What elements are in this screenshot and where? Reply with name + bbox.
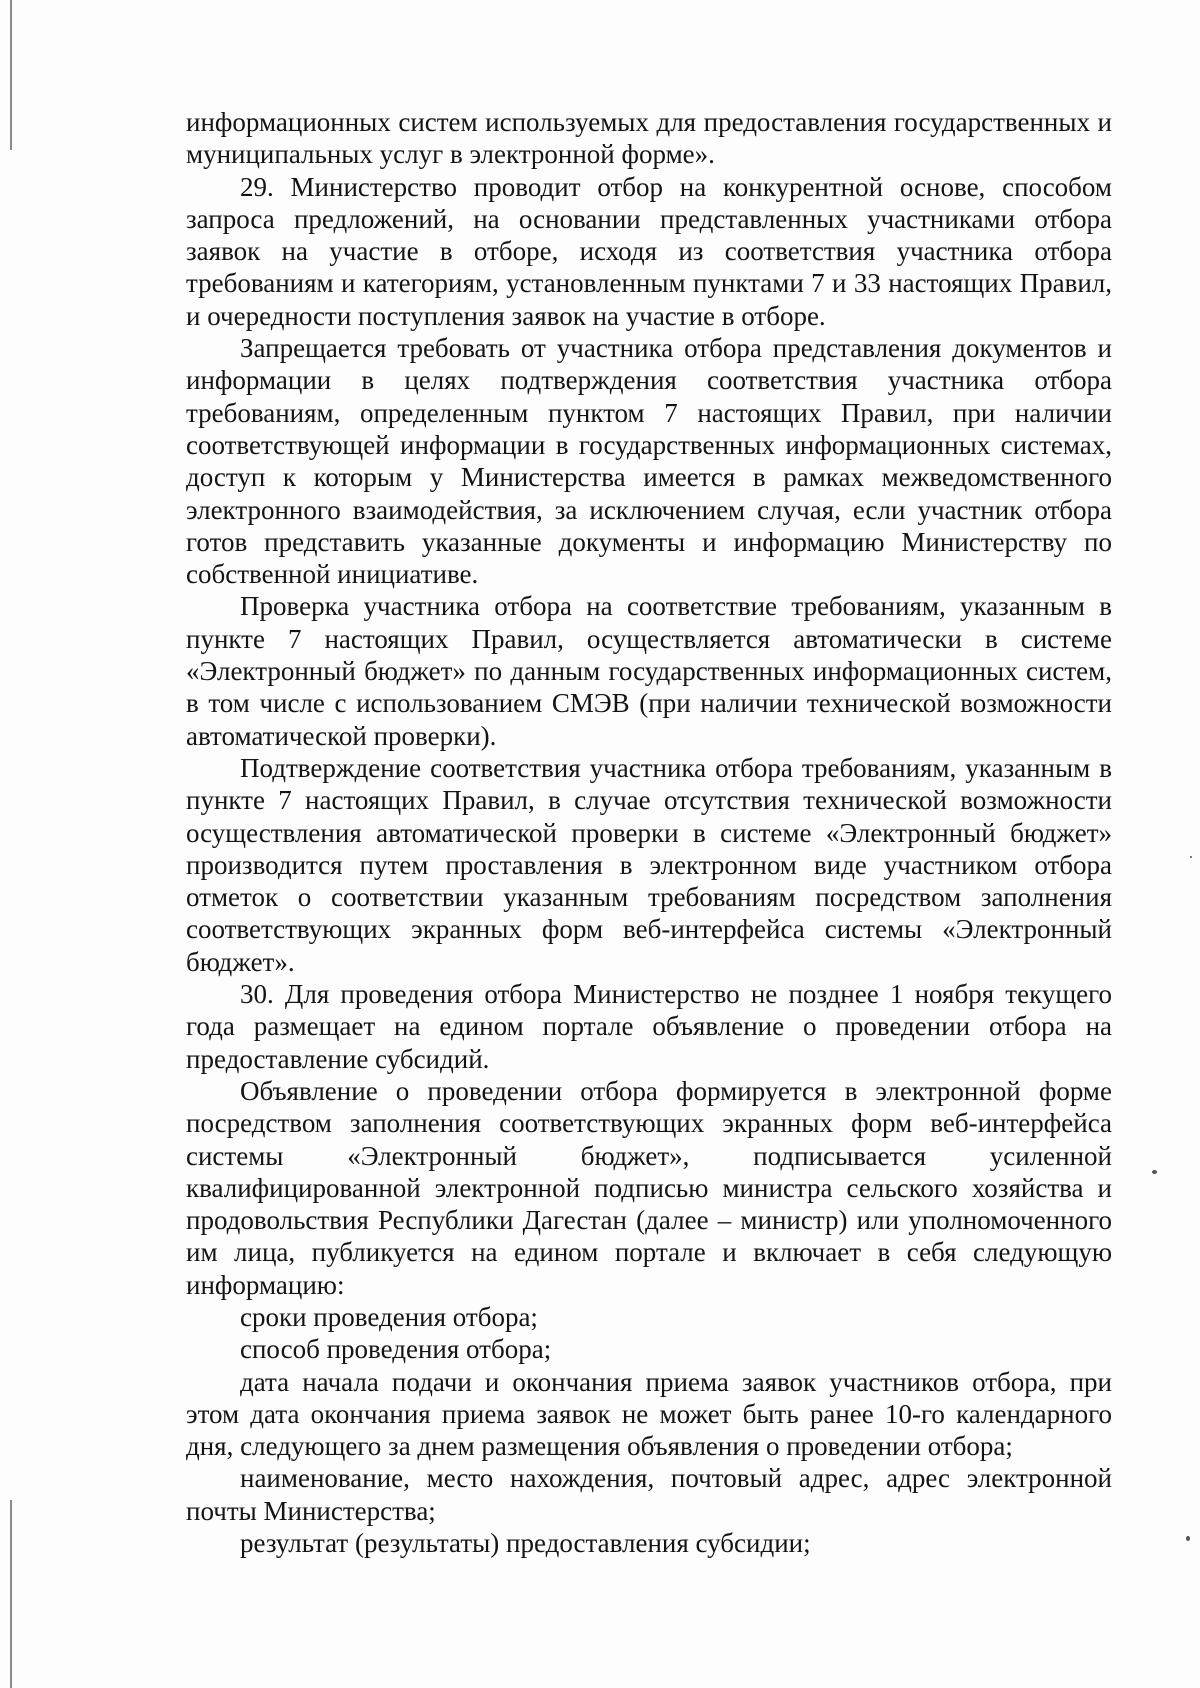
scan-speck [1186, 1536, 1190, 1541]
document-paragraph: сроки проведения отбора; [240, 1301, 538, 1332]
document-paragraph: 30. Для проведения отбора Министерство не позднее 1 ноября текущего года размещает на едином портале объявление о проведении отбора на предоставление субсидий. [186, 979, 1112, 1074]
document-paragraph: Подтверждение соответствия участника отбора требованиям, указанным в пункте 7 настоящих Правил, в случае отсутствия технической возможности осуществления автоматической проверки в системе «Электронный бюджет» производится путем проставления в электронном виде участником отбора отметок о соответствии указанным требованиям посредством заполнения соответствующих экранных форм веб-интерфейса системы «Электронный бюджет». [186, 752, 1112, 977]
document-paragraph: Объявление о проведении отбора формируется в электронной форме посредством заполнения соответствующих экранных форм веб-интерфейса системы «Электронный бюджет», подписывается усиленной квалифицированной электронной подписью министра сельского хозяйства и продовольствия Республики Дагестан (далее – министр) или уполномоченного им лица, публикуется на едином портале и включает в себя следующую информацию: [186, 1075, 1112, 1300]
scan-edge-line [10, 1500, 12, 1688]
document-body [186, 106, 1112, 1559]
document-paragraph: дата начала подачи и окончания приема заявок участников отбора, при этом дата окончания приема заявок не может быть ранее 10-го календарного дня, следующего за днем размещения объявления о проведении отбора; [186, 1366, 1112, 1462]
document-paragraph: информационных систем используемых для предоставления государственных и муниципальных услуг в электронной форме». [186, 107, 1112, 170]
scan-edge-line [10, 0, 12, 150]
document-paragraph: Запрещается требовать от участника отбора представления документов и информации в целях подтверждения соответствия участника отбора требованиям, определенным пунктом 7 настоящих Правил, при наличии соответствующей информации в государственных информационных системах, доступ к которым у Министерства имеется в рамках межведомственного электронного взаимодействия, за исключением случая, если участник отбора готов представить указанные документы и информацию Министерству по собственной инициативе. [186, 333, 1112, 590]
scan-speck [1190, 856, 1192, 858]
scan-speck [1152, 1170, 1157, 1174]
document-paragraph: 29. Министерство проводит отбор на конкурентной основе, способом запроса предложений, на основании представленных участниками отбора заявок на участие в отборе, исходя из соответствия участника отбора требованиям и категориям, установленным пунктами 7 и 33 настоящих Правил, и очередности поступления заявок на участие в отборе. [186, 171, 1112, 331]
document-paragraph: результат (результаты) предоставления субсидии; [240, 1528, 811, 1559]
document-paragraph: способ проведения отбора; [240, 1334, 552, 1365]
document-paragraph: наименование, место нахождения, почтовый адрес, адрес электронной почты Министерства; [186, 1463, 1112, 1526]
document-paragraph: Проверка участника отбора на соответствие требованиям, указанным в пункте 7 настоящих Правил, осуществляется автоматически в системе «Электронный бюджет» по данным государственных информационных систем, в том числе с использованием СМЭВ (при наличии технической возможности автоматической проверки). [186, 591, 1112, 751]
